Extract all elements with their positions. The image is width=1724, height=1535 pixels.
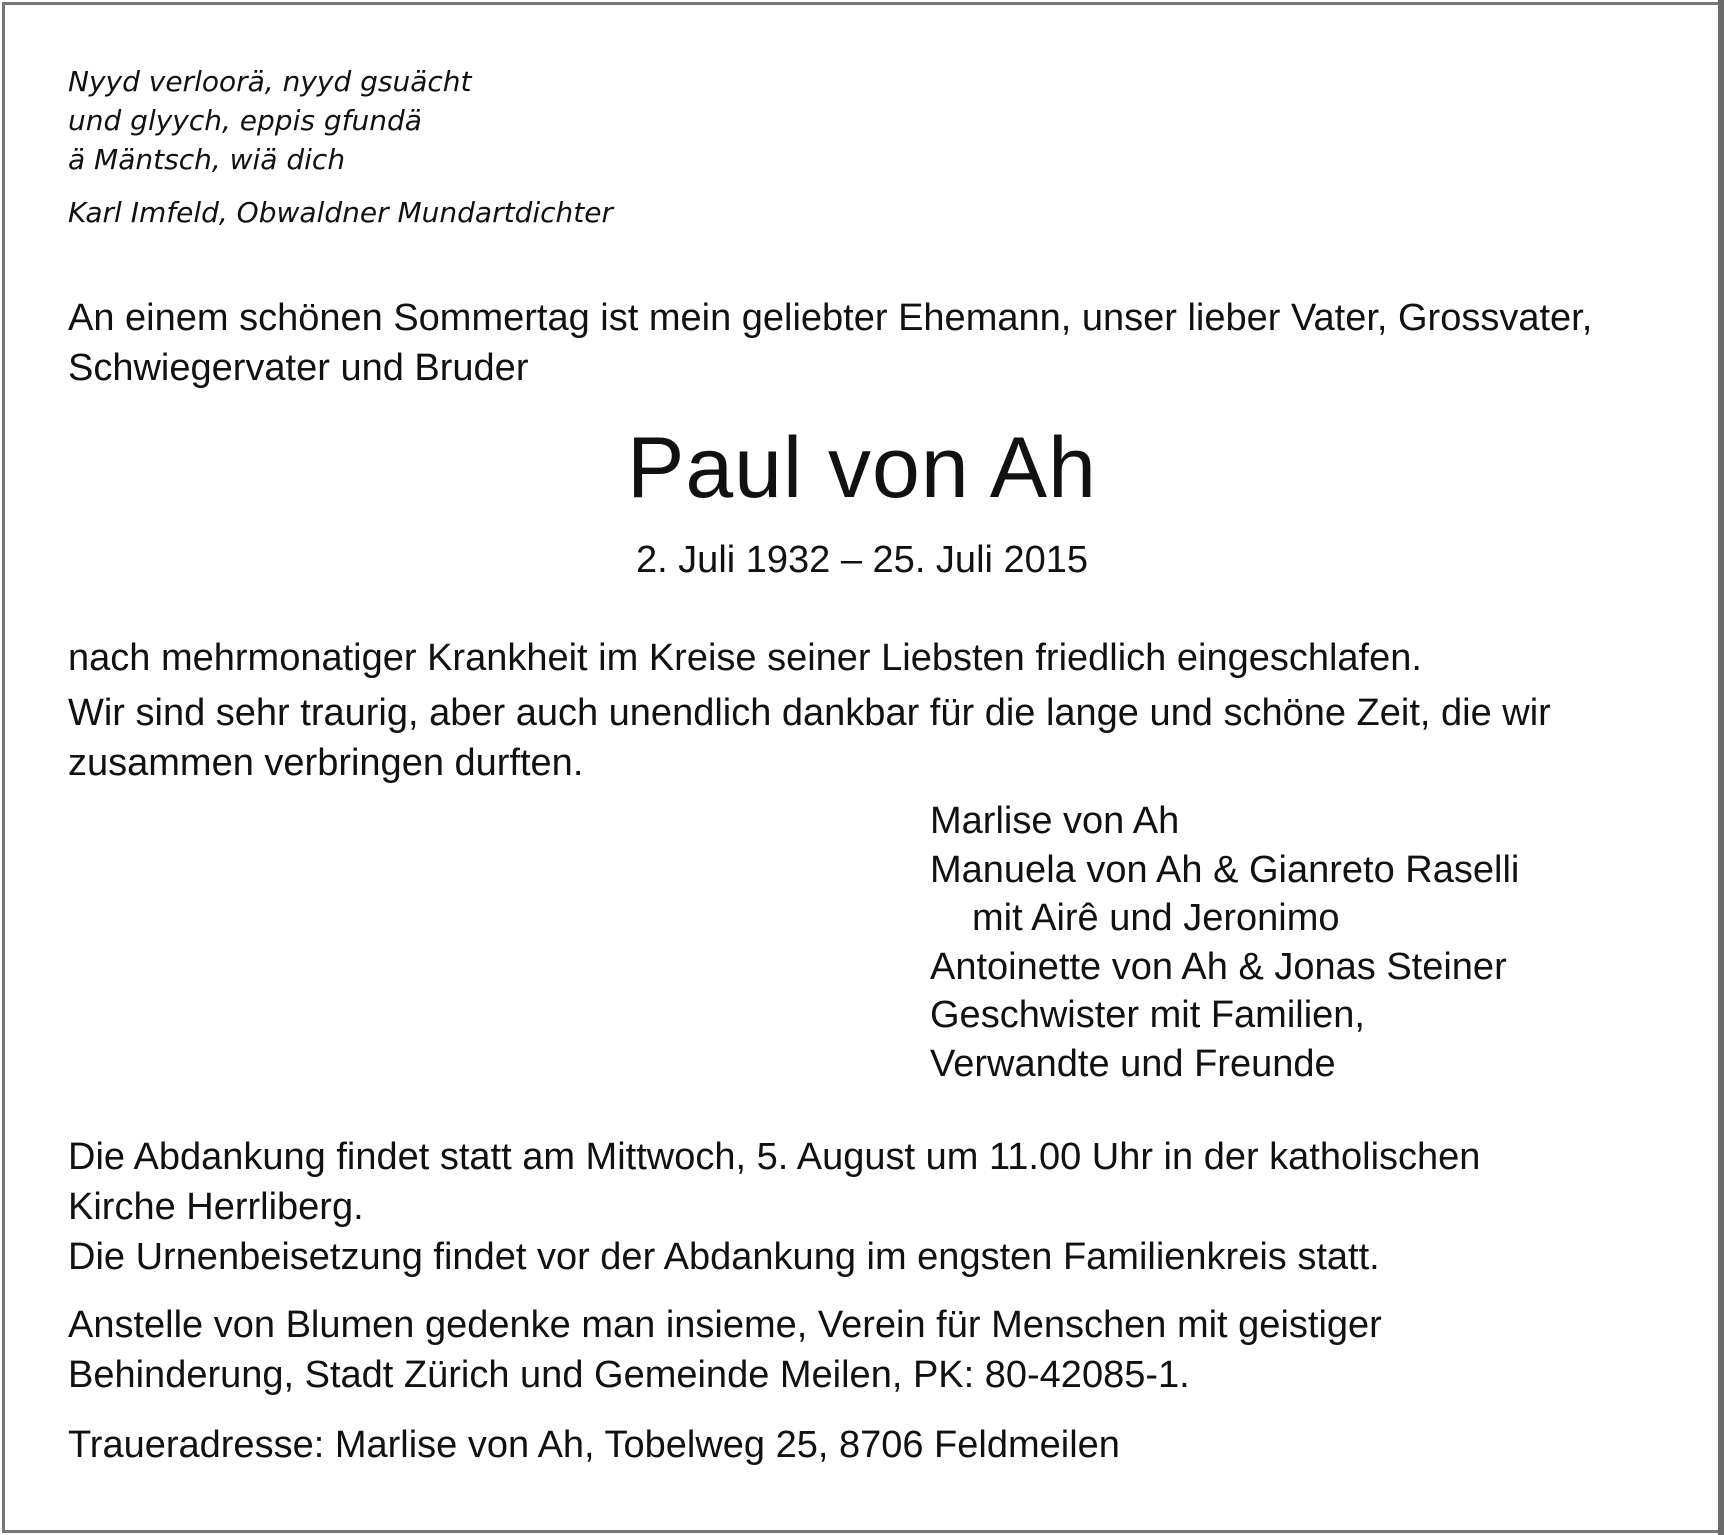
- border-shadow: [1718, 0, 1724, 1535]
- gratitude-line: zusammen verbringen durften.: [68, 742, 584, 784]
- gratitude-line: Wir sind sehr traurig, aber auch unendlich dankbar für die lange und schöne Zeit, die wir: [68, 692, 1551, 734]
- intro-line: Schwiegervater und Bruder: [68, 347, 529, 389]
- donation-line: Anstelle von Blumen gedenke man insieme, Verein für Menschen mit geistiger: [68, 1304, 1382, 1346]
- mourner-line: Geschwister mit Familien,: [930, 994, 1365, 1036]
- passing-statement: nach mehrmonatiger Krankheit im Kreise seiner Liebsten friedlich eingeschlafen.: [68, 637, 1422, 679]
- poem-line: Nyyd verloorä, nyyd gsuächt: [68, 65, 472, 98]
- poem-attribution: Karl Imfeld, Obwaldner Mundartdichter: [68, 196, 613, 229]
- funeral-line: Die Abdankung findet statt am Mittwoch, 5. August um 11.00 Uhr in der katholischen: [68, 1136, 1481, 1178]
- mourner-line: Manuela von Ah & Gianreto Raselli: [930, 848, 1520, 891]
- funeral-details: [68, 1132, 1480, 1232]
- intro-line: An einem schönen Sommertag ist mein geliebter Ehemann, unser lieber Vater, Grossvater,: [68, 297, 1593, 339]
- mourner-line: Verwandte und Freunde: [930, 1042, 1336, 1085]
- donation-line: Behinderung, Stadt Zürich und Gemeinde Meilen, PK: 80-42085-1.: [68, 1354, 1190, 1396]
- burial-details: Die Urnenbeisetzung findet vor der Abdankung im engsten Familienkreis statt.: [68, 1236, 1380, 1278]
- funeral-line: Kirche Herrliberg.: [68, 1186, 364, 1228]
- intro-paragraph: [68, 293, 1592, 393]
- mourners-list: [930, 797, 1519, 1088]
- poem-line: und glyych, eppis gfundä: [68, 104, 422, 137]
- mourning-address: Traueradresse: Marlise von Ah, Tobelweg 25, 8706 Feldmeilen: [68, 1424, 1120, 1466]
- gratitude-paragraph: [68, 688, 1551, 788]
- poem-line: ä Mäntsch, wiä dich: [68, 143, 346, 176]
- life-dates: 2. Juli 1932 – 25. Juli 2015: [635, 539, 1089, 581]
- mourner-line: Marlise von Ah: [930, 800, 1180, 842]
- deceased-name: Paul von Ah: [626, 420, 1098, 516]
- mourner-line: mit Airê und Jeronimo: [972, 897, 1340, 939]
- donation-request: [68, 1300, 1382, 1400]
- dialect-poem: [68, 62, 472, 179]
- mourner-line: Antoinette von Ah & Jonas Steiner: [930, 945, 1507, 988]
